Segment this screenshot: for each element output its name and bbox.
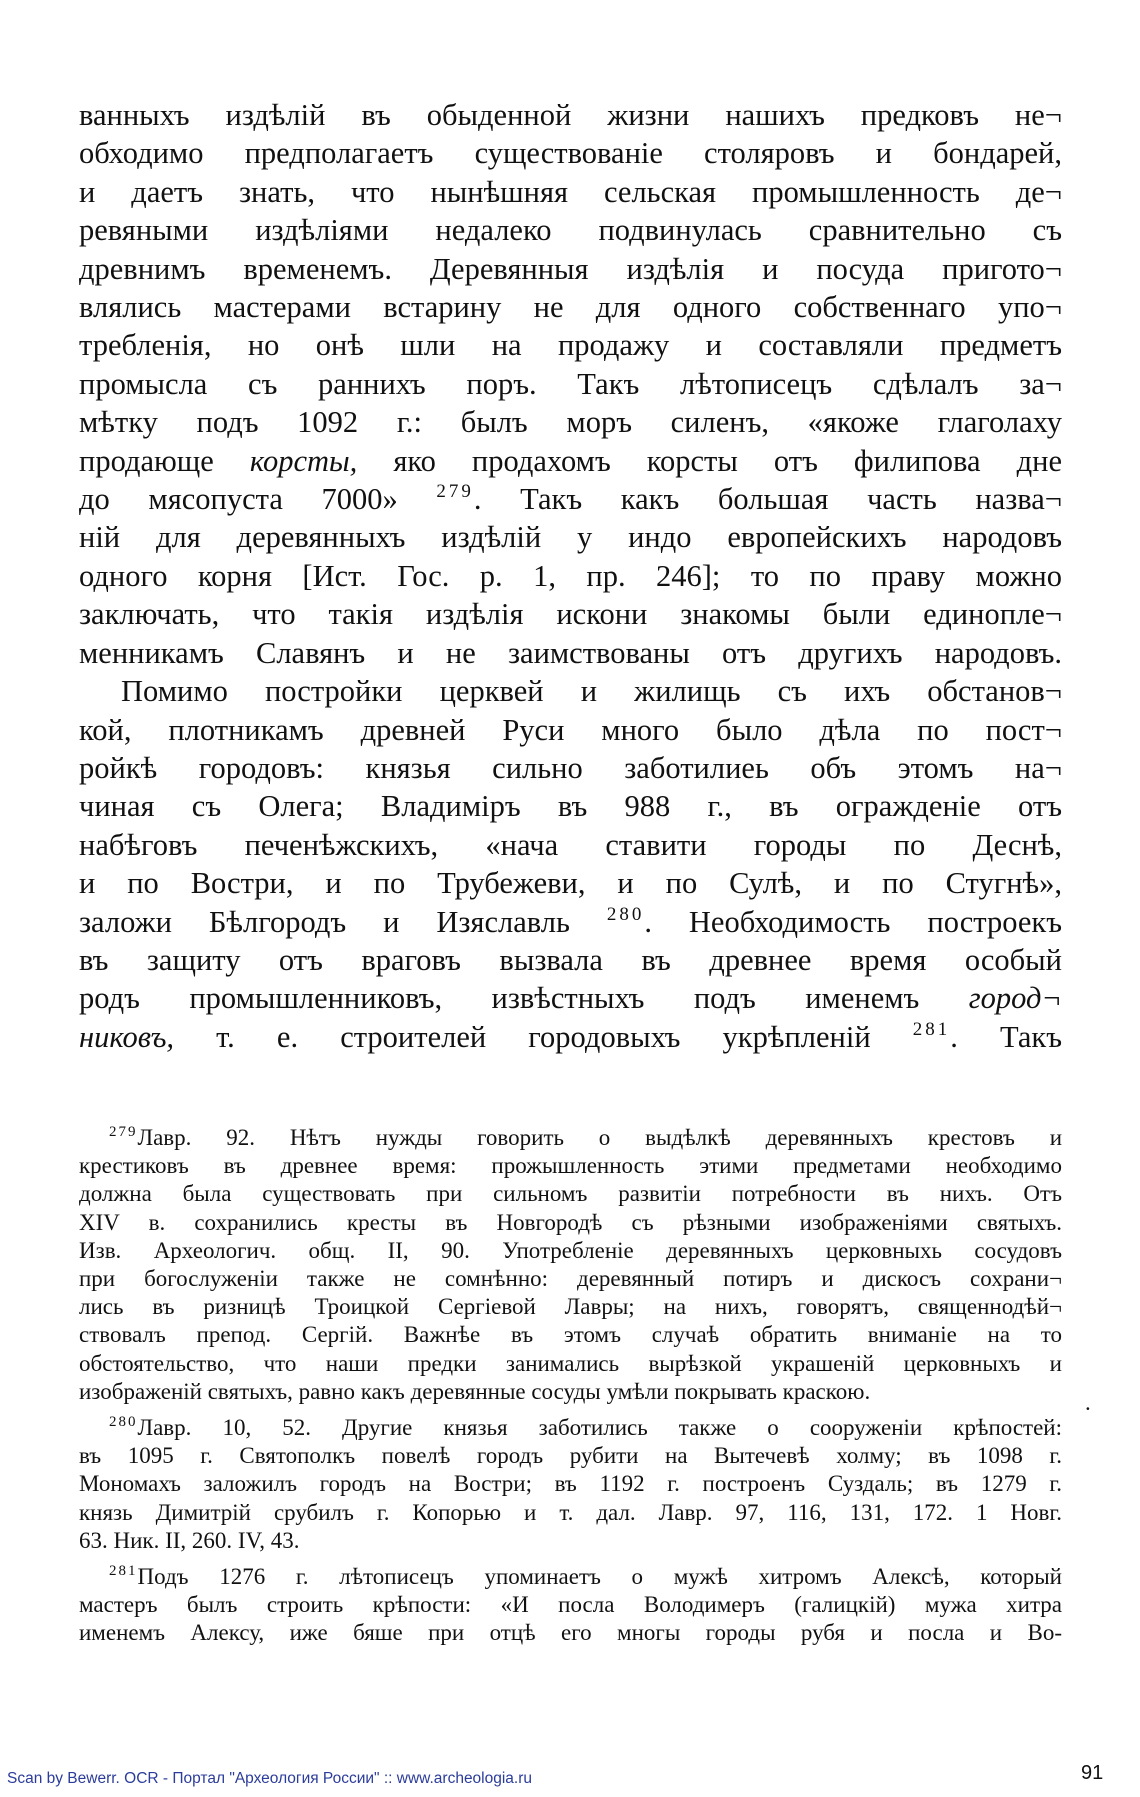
text-run: родъ промышленниковъ, извѣстныхъ подъ именемъ	[79, 981, 969, 1016]
footnote-number: 281	[109, 1563, 138, 1580]
footnote-text: Подъ 1276 г. лѣтописецъ упоминаетъ о мужѣ хитромъ Алексѣ, который	[137, 1564, 1062, 1590]
footnote-281	[79, 1563, 1062, 1648]
text-run: заложи Бѣлгородъ и Изяславль	[79, 904, 570, 939]
footnote-line: 63. Ник. II, 260. IV, 43.	[79, 1527, 300, 1553]
footnote-280	[79, 1414, 1062, 1555]
footnote-279	[79, 1124, 1062, 1406]
stray-mark: .	[1085, 1390, 1091, 1415]
text-line: заключать, что такія издѣлія искони знакомы были единопле¬	[79, 597, 1062, 632]
footnote-line: мастеръ былъ строить крѣпости: «И посла Володимеръ (галицкій) мужа хитра	[79, 1592, 1062, 1618]
text-run: яко продахомъ корсты отъ филипова дне	[357, 443, 1062, 478]
footnote-ref-280[interactable]: 280	[606, 903, 645, 925]
text-line	[79, 903, 1062, 941]
footnote-ref-281[interactable]: 281	[912, 1018, 951, 1040]
footnote-line	[79, 1124, 1062, 1152]
italic-term: никовъ,	[79, 1019, 175, 1054]
footnote-line: крестиковъ въ древнее время: прожышленность этими предметами необходимо	[79, 1153, 1062, 1179]
footnote-line: лись въ ризницѣ Троицкой Сергіевой Лавры; на нихъ, говорятъ, священнодѣй¬	[79, 1294, 1062, 1320]
footnote-text: Лавр. 92. Нѣтъ нужды говорить о выдѣлкѣ деревянныхъ крестовъ и	[137, 1125, 1062, 1150]
text-line: древнимъ временемъ. Деревянныя издѣлія и посуда пригото¬	[79, 251, 1062, 286]
footnote-line: Мономахъ заложилъ городъ на Востри; въ 1192 г. построенъ Суздаль; въ 1279 г.	[79, 1471, 1062, 1497]
footnote-line: въ 1095 г. Святополкъ повелѣ городъ рубити на Вытечевѣ холму; въ 1098 г.	[79, 1443, 1062, 1469]
footnote-line	[79, 1563, 1062, 1591]
footnotes	[79, 1124, 1062, 1656]
text-line	[79, 979, 1062, 1017]
footnote-number: 280	[109, 1414, 138, 1431]
main-text	[79, 96, 1062, 1056]
text-run: . Необходимость построекъ	[644, 904, 1062, 939]
text-line: обходимо предполагаетъ существованіе столяровъ и бондарей,	[79, 136, 1062, 171]
text-line: влялись мастерами встарину не для одного собственнаго упо¬	[79, 290, 1062, 325]
footnote-text: Лавр. 10, 52. Другие князья заботились также о сооруженіи крѣпостей:	[137, 1415, 1062, 1441]
text-line: требленія, но онѣ шли на продажу и составляли предметъ	[79, 328, 1062, 363]
text-line: менникамъ Славянъ и не заимствованы отъ другихъ народовъ.	[79, 635, 1062, 670]
text-line: набѣговъ печенѣжскихъ, «нача ставити городы по Деснѣ,	[79, 827, 1062, 862]
footnote-line: при богослуженіи также не сомнѣнно: деревянный потиръ и дискосъ сохрани¬	[79, 1266, 1062, 1292]
footnote-line: Изв. Археологич. общ. II, 90. Употребленіе деревянныхъ церковныхь сосудовъ	[79, 1237, 1062, 1263]
text-run: т. е. строителей городовыхъ укрѣпленій	[174, 1019, 871, 1054]
text-line: ройкѣ городовъ: князья сильно заботилиеь объ этомъ на¬	[79, 750, 1062, 785]
paragraph-start-line: Помимо постройки церквей и жилищь съ ихъ обстанов¬	[121, 674, 1062, 709]
page-number: 91	[1081, 1762, 1104, 1784]
footnote-number: 279	[109, 1124, 138, 1140]
text-line	[79, 1018, 1062, 1056]
text-run: до мясопуста 7000»	[79, 482, 398, 517]
italic-term: корсты,	[249, 443, 358, 478]
text-line: ванныхъ издѣлій въ обыденной жизни нашихъ предковъ не¬	[79, 98, 1062, 132]
footnote-ref-279[interactable]: 279	[436, 481, 474, 503]
text-run: продающе	[79, 443, 250, 478]
text-line: мѣтку подъ 1092 г.: былъ моръ силенъ, «якоже глаголаху	[79, 405, 1062, 440]
text-line: ревяными издѣліями недалеко подвинулась сравнительно съ	[79, 213, 1062, 248]
text-line	[79, 480, 1062, 518]
footnote-line: ствовалъ препод. Сергій. Важнѣе въ этомъ случаѣ обратить вниманіе на то	[79, 1322, 1062, 1348]
text-line: одного корня [Ист. Гос. р. 1, пр. 246]; то по праву можно	[79, 558, 1062, 593]
text-line	[79, 442, 1062, 480]
text-line: чиная съ Олега; Владиміръ въ 988 г., въ огражденіе отъ	[79, 789, 1062, 824]
text-line: ній для деревянныхъ издѣлій у индо европейскихъ народовъ	[79, 520, 1062, 555]
text-run: . Такъ	[950, 1019, 1063, 1054]
text-line: въ защиту отъ враговъ вызвала въ древнее время особый	[79, 942, 1062, 977]
scan-credit: Scan by Bewerr. OCR - Портал "Археология России" :: www.archeologia.ru	[7, 1770, 533, 1787]
footnote-line: князь Димитрій срубилъ г. Копорью и т. дал. Лавр. 97, 116, 131, 172. 1 Новг.	[79, 1499, 1062, 1525]
text-line: промысла съ раннихъ поръ. Такъ лѣтописецъ сдѣлалъ за¬	[79, 366, 1062, 401]
footnote-line: именемъ Алексу, иже бяше при отцѣ его многы городы рубя и посла и Во-	[79, 1620, 1062, 1646]
footnote-line	[79, 1414, 1062, 1442]
italic-term: город¬	[968, 981, 1062, 1016]
footnote-line: обстоятельство, что наши предки занимались вырѣзкой украшеній церковныхъ и	[79, 1350, 1062, 1376]
text-line: и по Востри, и по Трубежеви, и по Сулѣ, и по Стугнѣ»,	[79, 866, 1062, 901]
footnote-line: изображеній святыхъ, равно какъ деревянные сосуды умѣли покрывать краскою.	[79, 1378, 871, 1404]
text-line: кой, плотникамъ древней Руси много было дѣла по пост¬	[79, 712, 1062, 747]
footnote-line: XIV в. сохранились кресты въ Новгородѣ съ рѣзными изображеніями святыхъ.	[79, 1209, 1062, 1235]
footnote-line: должна была существовать при сильномъ развитіи потребности въ нихъ. Отъ	[79, 1181, 1062, 1207]
text-line: и даетъ знать, что нынѣшняя сельская промышленность де¬	[79, 174, 1062, 209]
text-run: . Такъ какъ большая часть назва¬	[473, 482, 1063, 517]
